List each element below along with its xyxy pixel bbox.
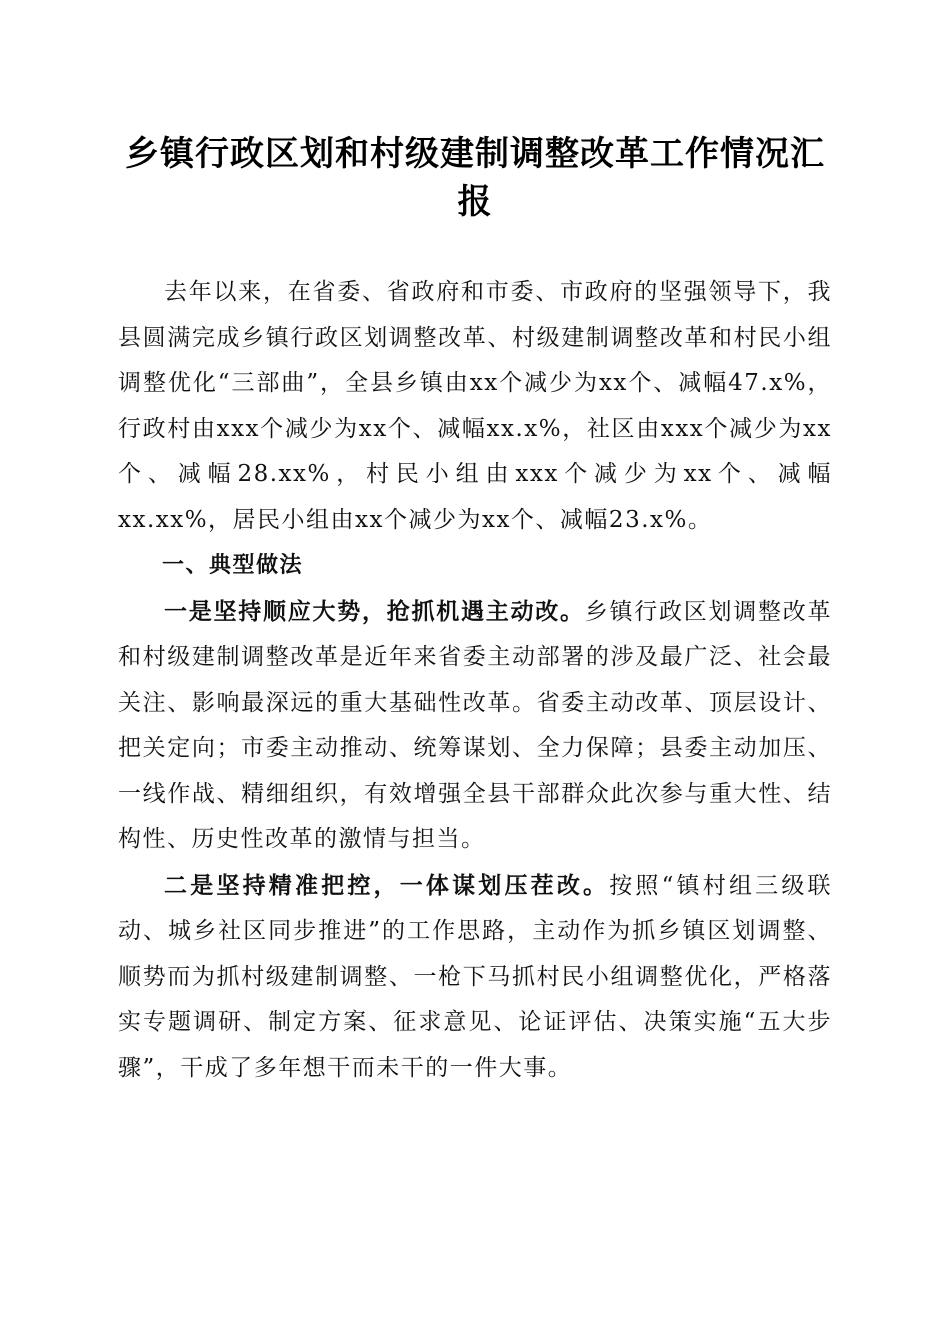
- point-2-paragraph: [118, 863, 832, 1092]
- point-1-body: 乡镇行政区划调整改革和村级建制调整改革是近年来省委主动部署的涉及最广泛、社会最关注、影响最深远的重大基础性改革。省委主动改革、顶层设计、把关定向；市委主动推动、统筹谋划、全力保障；县委主动加压、一线作战、精细组织，有效增强全县干部群众此次参与重大性、结构性、历史性改革的激情与担当。: [118, 598, 832, 852]
- point-1-paragraph: [118, 589, 832, 863]
- document-title: 乡镇行政区划和村级建制调整改革工作情况汇报: [125, 134, 825, 222]
- point-1-lead: 一是坚持顺应大势，抢抓机遇主动改。: [164, 597, 585, 625]
- intro-paragraph: 去年以来，在省委、省政府和市委、市政府的坚强领导下，我县圆满完成乡镇行政区划调整改革、村级建制调整改革和村民小组调整优化“三部曲”，全县乡镇由xx个减少为xx个、减幅47.x%，行政村由xxx个减少为xx个、减幅xx.x%，社区由xxx个减少为xx个、减幅28.xx%，村民小组由xxx个减少为xx个、减幅xx.xx%，居民小组由xx个减少为xx个、减幅23.x%。: [118, 279, 832, 533]
- section-heading: 一、典型做法: [162, 553, 304, 578]
- point-2-lead: 二是坚持精准把控，一体谋划压茬改。: [164, 871, 610, 899]
- point-2-body: 按照“镇村组三级联动、城乡社区同步推进”的工作思路，主动作为抓乡镇区划调整、顺势而为抓村级建制调整、一枪下马抓村民小组调整优化，严格落实专题调研、制定方案、征求意见、论证评估、决策实施“五大步骤”，干成了多年想干而未干的一件大事。: [118, 872, 833, 1081]
